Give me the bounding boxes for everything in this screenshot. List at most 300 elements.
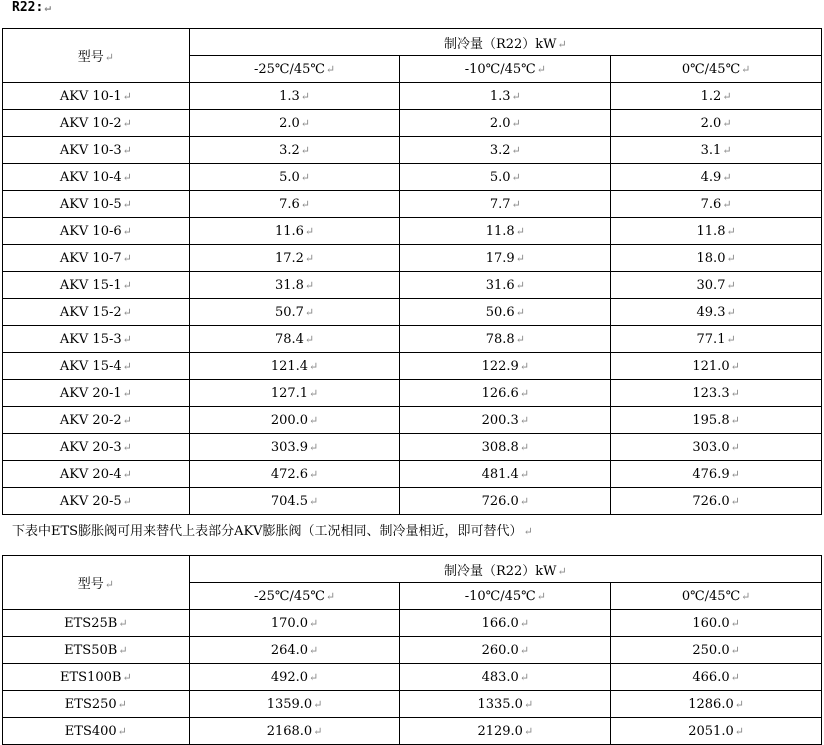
paragraph-mark-icon: ↵ [44, 1, 51, 14]
capacity-cell-text: 195.8 [692, 412, 730, 428]
model-cell-text: AKV 10-5 [59, 196, 122, 212]
paragraph-mark-icon: ↵ [122, 332, 132, 346]
paragraph-mark-icon: ↵ [730, 440, 740, 454]
table-row [3, 326, 822, 353]
model-cell-text: ETS250 [64, 696, 117, 712]
paragraph-mark-icon: ↵ [515, 305, 525, 319]
paragraph-mark-icon: ↵ [122, 89, 132, 103]
capacity-cell [611, 407, 822, 434]
paragraph-mark-icon: ↵ [726, 305, 736, 319]
paragraph-mark-icon: ↵ [117, 724, 127, 738]
capacity-cell-text: 31.8 [274, 277, 304, 293]
model-cell [3, 137, 190, 164]
model-cell-text: AKV 20-3 [59, 439, 122, 455]
capacity-cell-text: 726.0 [481, 493, 519, 509]
capacity-cell-text: 17.2 [274, 250, 304, 266]
capacity-cell [189, 718, 400, 745]
paragraph-mark-icon: ↵ [309, 616, 319, 630]
condition-header-cell [189, 56, 400, 83]
paragraph-mark-icon: ↵ [325, 62, 336, 76]
capacity-cell [189, 218, 400, 245]
table-row [3, 718, 822, 745]
paragraph-mark-icon: ↵ [309, 440, 319, 454]
paragraph-mark-icon: ↵ [730, 494, 740, 508]
table-row [3, 137, 822, 164]
table-row [3, 353, 822, 380]
capacity-cell [611, 326, 822, 353]
capacity-cell-text: 160.0 [692, 615, 730, 631]
model-header-cell [3, 556, 190, 610]
paragraph-mark-icon: ↵ [536, 589, 546, 603]
table-row [3, 164, 822, 191]
model-header-text: 型号 [77, 577, 104, 592]
paragraph-mark-icon: ↵ [730, 359, 740, 373]
condition-text: -25℃/45℃ [253, 588, 325, 604]
capacity-cell-text: 2168.0 [266, 723, 313, 739]
capacity-cell [400, 83, 611, 110]
paragraph-mark-icon: ↵ [722, 170, 732, 184]
capacity-cell-text: 3.2 [279, 142, 300, 158]
capacity-cell [611, 110, 822, 137]
capacity-cell [189, 83, 400, 110]
paragraph-mark-icon: ↵ [122, 386, 132, 400]
model-cell [3, 353, 190, 380]
condition-header-cell [189, 583, 400, 610]
paragraph-mark-icon: ↵ [117, 697, 127, 711]
capacity-cell [189, 488, 400, 515]
table-row [3, 664, 822, 691]
paragraph-mark-icon: ↵ [304, 224, 315, 238]
paragraph-mark-icon: ↵ [523, 525, 533, 538]
paragraph-mark-icon: ↵ [122, 251, 132, 265]
capacity-cell-text: 122.9 [481, 358, 519, 374]
capacity-cell-text: 260.0 [481, 642, 519, 658]
capacity-cell-text: 250.0 [692, 642, 730, 658]
capacity-cell-text: 1359.0 [266, 696, 313, 712]
condition-header-cell [400, 583, 611, 610]
capacity-cell-text: 127.1 [270, 385, 309, 401]
capacity-cell [189, 110, 400, 137]
capacity-cell [611, 218, 822, 245]
capacity-cell [189, 461, 400, 488]
model-cell-text: AKV 15-1 [59, 277, 122, 293]
table-row [3, 83, 822, 110]
model-cell [3, 380, 190, 407]
paragraph-mark-icon: ↵ [730, 386, 740, 400]
capacity-cell-text: 3.2 [489, 142, 511, 158]
capacity-cell-text: 1286.0 [688, 696, 734, 712]
capacity-cell-text: 704.5 [270, 493, 309, 509]
capacity-cell [189, 407, 400, 434]
model-cell-text: AKV 10-6 [59, 223, 122, 239]
capacity-cell-text: 121.4 [270, 358, 309, 374]
model-cell-text: AKV 15-4 [59, 358, 122, 374]
table-row [3, 691, 822, 718]
paragraph-mark-icon: ↵ [122, 440, 132, 454]
capacity-cell-text: 5.0 [279, 169, 300, 185]
ets-table-body [3, 556, 822, 745]
capacity-cell [400, 718, 611, 745]
paragraph-mark-icon: ↵ [722, 89, 732, 103]
paragraph-mark-icon: ↵ [118, 643, 128, 657]
ets-capacity-table [2, 555, 822, 745]
paragraph-mark-icon: ↵ [300, 170, 310, 184]
model-cell-text: AKV 15-3 [59, 331, 122, 347]
condition-header-cell [611, 56, 822, 83]
paragraph-mark-icon: ↵ [741, 62, 751, 76]
capacity-cell [611, 610, 822, 637]
capacity-cell-text: 11.8 [696, 223, 726, 239]
paragraph-mark-icon: ↵ [313, 724, 323, 738]
model-cell [3, 664, 190, 691]
model-cell-text: AKV 20-2 [59, 412, 122, 428]
paragraph-mark-icon: ↵ [122, 224, 132, 238]
condition-header-cell [400, 56, 611, 83]
capacity-cell [400, 461, 611, 488]
capacity-cell-text: 78.4 [274, 331, 304, 347]
paragraph-mark-icon: ↵ [309, 670, 319, 684]
table-row [3, 434, 822, 461]
model-cell [3, 691, 190, 718]
capacity-cell [400, 326, 611, 353]
paragraph-mark-icon: ↵ [519, 359, 530, 373]
paragraph-mark-icon: ↵ [118, 616, 128, 630]
capacity-cell [189, 164, 400, 191]
paragraph-mark-icon: ↵ [309, 386, 319, 400]
capacity-cell [400, 380, 611, 407]
table-row [3, 218, 822, 245]
replacement-note [12, 522, 533, 542]
capacity-cell-text: 78.8 [485, 331, 515, 347]
capacity-cell-text: 77.1 [696, 331, 726, 347]
paragraph-mark-icon: ↵ [730, 467, 740, 481]
paragraph-mark-icon: ↵ [519, 413, 530, 427]
paragraph-mark-icon: ↵ [519, 386, 530, 400]
capacity-cell [189, 664, 400, 691]
capacity-cell [400, 637, 611, 664]
capacity-cell-text: 481.4 [481, 466, 519, 482]
capacity-cell [400, 110, 611, 137]
capacity-cell-text: 1.3 [279, 88, 300, 104]
capacity-cell-text: 1.2 [700, 88, 722, 104]
capacity-cell [400, 488, 611, 515]
paragraph-mark-icon: ↵ [722, 143, 732, 157]
model-cell-text: ETS400 [64, 723, 117, 739]
capacity-cell [611, 380, 822, 407]
paragraph-mark-icon: ↵ [523, 697, 534, 711]
capacity-cell-text: 121.0 [692, 358, 730, 374]
capacity-cell [189, 191, 400, 218]
paragraph-mark-icon: ↵ [104, 578, 114, 591]
capacity-cell-text: 472.6 [270, 466, 309, 482]
model-cell [3, 272, 190, 299]
akv-capacity-table [2, 28, 822, 515]
capacity-cell-text: 1335.0 [477, 696, 523, 712]
paragraph-mark-icon: ↵ [309, 643, 319, 657]
paragraph-mark-icon: ↵ [726, 332, 736, 346]
capacity-cell [611, 488, 822, 515]
capacity-cell-text: 7.6 [700, 196, 722, 212]
paragraph-mark-icon: ↵ [519, 616, 530, 630]
paragraph-mark-icon: ↵ [730, 643, 740, 657]
table-row [3, 488, 822, 515]
capacity-cell-text: 2051.0 [688, 723, 734, 739]
paragraph-mark-icon: ↵ [536, 62, 546, 76]
table-row [3, 461, 822, 488]
model-cell-text: ETS25B [64, 615, 118, 631]
note-text: 下表中ETS膨胀阀可用来替代上表部分AKV膨胀阀（工况相同、制冷量相近，即可替代） [12, 524, 523, 539]
capacity-cell-text: 7.6 [279, 196, 300, 212]
capacity-cell-text: 308.8 [481, 439, 519, 455]
capacity-cell-text: 7.7 [489, 196, 511, 212]
capacity-cell-text: 126.6 [481, 385, 519, 401]
table-row [3, 380, 822, 407]
capacity-cell [400, 245, 611, 272]
paragraph-mark-icon: ↵ [122, 143, 132, 157]
heading-text: R22: [12, 0, 44, 15]
capacity-cell [189, 353, 400, 380]
paragraph-mark-icon: ↵ [730, 616, 740, 630]
capacity-cell [611, 164, 822, 191]
model-cell [3, 637, 190, 664]
capacity-cell [400, 218, 611, 245]
capacity-cell-text: 166.0 [481, 615, 519, 631]
paragraph-mark-icon: ↵ [122, 116, 132, 130]
capacity-cell [189, 434, 400, 461]
capacity-cell-text: 4.9 [700, 169, 722, 185]
paragraph-mark-icon: ↵ [309, 467, 319, 481]
capacity-cell-text: 492.0 [270, 669, 309, 685]
paragraph-mark-icon: ↵ [726, 251, 736, 265]
paragraph-mark-icon: ↵ [511, 143, 521, 157]
paragraph-mark-icon: ↵ [519, 467, 530, 481]
capacity-cell [611, 83, 822, 110]
paragraph-mark-icon: ↵ [304, 305, 315, 319]
model-cell-text: AKV 20-5 [59, 493, 122, 509]
capacity-cell [400, 664, 611, 691]
capacity-cell [189, 610, 400, 637]
model-cell [3, 488, 190, 515]
table-row [3, 245, 822, 272]
capacity-cell [189, 326, 400, 353]
model-cell [3, 164, 190, 191]
capacity-cell-text: 18.0 [696, 250, 726, 266]
section-heading [12, 0, 51, 18]
table-header-row [3, 29, 822, 56]
paragraph-mark-icon: ↵ [300, 116, 310, 130]
capacity-cell-text: 200.3 [481, 412, 519, 428]
capacity-cell [189, 380, 400, 407]
capacity-cell-text: 170.0 [270, 615, 309, 631]
condition-text: -25℃/45℃ [253, 61, 325, 77]
capacity-cell [400, 137, 611, 164]
paragraph-mark-icon: ↵ [300, 89, 310, 103]
paragraph-mark-icon: ↵ [122, 359, 132, 373]
table-row [3, 110, 822, 137]
table-header-row [3, 556, 822, 583]
paragraph-mark-icon: ↵ [734, 697, 744, 711]
paragraph-mark-icon: ↵ [515, 224, 525, 238]
capacity-cell [611, 461, 822, 488]
capacity-cell-text: 476.9 [692, 466, 730, 482]
capacity-header-text: 制冷量（R22）kW [443, 563, 557, 579]
model-cell-text: AKV 20-1 [59, 385, 122, 401]
table-row [3, 610, 822, 637]
paragraph-mark-icon: ↵ [557, 37, 567, 51]
paragraph-mark-icon: ↵ [515, 332, 525, 346]
paragraph-mark-icon: ↵ [309, 413, 319, 427]
capacity-cell-text: 2.0 [700, 115, 722, 131]
paragraph-mark-icon: ↵ [309, 494, 319, 508]
paragraph-mark-icon: ↵ [726, 224, 736, 238]
capacity-cell [400, 434, 611, 461]
capacity-cell [400, 610, 611, 637]
model-cell [3, 407, 190, 434]
capacity-cell [400, 353, 611, 380]
paragraph-mark-icon: ↵ [304, 251, 315, 265]
model-cell-text: AKV 20-4 [59, 466, 122, 482]
capacity-cell [400, 407, 611, 434]
model-cell-text: ETS100B [60, 669, 122, 685]
model-cell [3, 326, 190, 353]
paragraph-mark-icon: ↵ [726, 278, 736, 292]
capacity-cell [611, 137, 822, 164]
paragraph-mark-icon: ↵ [300, 143, 310, 157]
model-cell [3, 434, 190, 461]
paragraph-mark-icon: ↵ [122, 494, 132, 508]
paragraph-mark-icon: ↵ [730, 413, 740, 427]
paragraph-mark-icon: ↵ [741, 589, 751, 603]
table-row [3, 407, 822, 434]
model-cell-text: AKV 10-3 [59, 142, 122, 158]
capacity-cell-text: 200.0 [270, 412, 309, 428]
model-cell-text: AKV 15-2 [59, 304, 122, 320]
capacity-cell [189, 637, 400, 664]
capacity-cell [611, 272, 822, 299]
paragraph-mark-icon: ↵ [519, 643, 530, 657]
capacity-cell [611, 718, 822, 745]
capacity-cell [400, 272, 611, 299]
paragraph-mark-icon: ↵ [304, 332, 315, 346]
condition-text: 0℃/45℃ [681, 588, 741, 604]
capacity-cell [611, 664, 822, 691]
capacity-cell-text: 2.0 [279, 115, 300, 131]
capacity-cell-text: 11.6 [274, 223, 304, 239]
capacity-cell [400, 164, 611, 191]
capacity-cell-text: 50.6 [485, 304, 515, 320]
paragraph-mark-icon: ↵ [122, 670, 132, 684]
model-cell [3, 299, 190, 326]
model-cell [3, 718, 190, 745]
table-row [3, 637, 822, 664]
paragraph-mark-icon: ↵ [122, 197, 132, 211]
model-cell [3, 83, 190, 110]
paragraph-mark-icon: ↵ [122, 305, 132, 319]
capacity-cell [189, 137, 400, 164]
capacity-cell [400, 691, 611, 718]
capacity-cell [611, 434, 822, 461]
paragraph-mark-icon: ↵ [300, 197, 310, 211]
paragraph-mark-icon: ↵ [722, 116, 732, 130]
paragraph-mark-icon: ↵ [313, 697, 323, 711]
capacity-cell-text: 466.0 [692, 669, 730, 685]
capacity-cell-text: 3.1 [700, 142, 722, 158]
capacity-cell-text: 11.8 [485, 223, 515, 239]
capacity-header-cell [189, 29, 821, 56]
capacity-cell-text: 303.9 [270, 439, 309, 455]
capacity-cell [400, 191, 611, 218]
paragraph-mark-icon: ↵ [122, 170, 132, 184]
paragraph-mark-icon: ↵ [104, 51, 114, 64]
paragraph-mark-icon: ↵ [515, 251, 525, 265]
capacity-cell-text: 5.0 [489, 169, 511, 185]
paragraph-mark-icon: ↵ [519, 440, 530, 454]
capacity-cell-text: 303.0 [692, 439, 730, 455]
capacity-header-text: 制冷量（R22）kW [443, 36, 557, 52]
paragraph-mark-icon: ↵ [734, 724, 744, 738]
model-cell [3, 110, 190, 137]
paragraph-mark-icon: ↵ [730, 670, 740, 684]
paragraph-mark-icon: ↵ [523, 724, 534, 738]
model-header-text: 型号 [77, 50, 104, 65]
capacity-cell-text: 2129.0 [477, 723, 523, 739]
paragraph-mark-icon: ↵ [511, 116, 521, 130]
condition-header-cell [611, 583, 822, 610]
condition-text: -10℃/45℃ [464, 588, 536, 604]
model-cell [3, 191, 190, 218]
capacity-cell-text: 30.7 [696, 277, 726, 293]
capacity-cell [611, 245, 822, 272]
table-row [3, 299, 822, 326]
model-cell-text: AKV 10-2 [59, 115, 122, 131]
capacity-cell [189, 691, 400, 718]
capacity-cell [189, 245, 400, 272]
paragraph-mark-icon: ↵ [557, 564, 567, 578]
model-cell [3, 610, 190, 637]
capacity-cell-text: 1.3 [489, 88, 511, 104]
capacity-cell [611, 191, 822, 218]
capacity-cell-text: 264.0 [270, 642, 309, 658]
model-cell-text: AKV 10-4 [59, 169, 122, 185]
paragraph-mark-icon: ↵ [515, 278, 525, 292]
capacity-cell [189, 272, 400, 299]
paragraph-mark-icon: ↵ [511, 197, 521, 211]
condition-text: 0℃/45℃ [681, 61, 741, 77]
capacity-cell-text: 726.0 [692, 493, 730, 509]
capacity-cell-text: 123.3 [692, 385, 730, 401]
paragraph-mark-icon: ↵ [722, 197, 732, 211]
capacity-cell [400, 299, 611, 326]
model-cell-text: AKV 10-7 [59, 250, 122, 266]
model-cell-text: AKV 10-1 [59, 88, 122, 104]
capacity-cell [189, 299, 400, 326]
model-cell [3, 218, 190, 245]
paragraph-mark-icon: ↵ [309, 359, 319, 373]
table-row [3, 191, 822, 218]
capacity-header-cell [189, 556, 821, 583]
paragraph-mark-icon: ↵ [519, 670, 530, 684]
capacity-cell-text: 50.7 [274, 304, 304, 320]
paragraph-mark-icon: ↵ [122, 278, 132, 292]
model-header-cell [3, 29, 190, 83]
paragraph-mark-icon: ↵ [304, 278, 315, 292]
model-cell [3, 461, 190, 488]
paragraph-mark-icon: ↵ [122, 467, 132, 481]
capacity-cell-text: 31.6 [485, 277, 515, 293]
paragraph-mark-icon: ↵ [519, 494, 530, 508]
capacity-cell-text: 49.3 [696, 304, 726, 320]
condition-text: -10℃/45℃ [464, 61, 536, 77]
